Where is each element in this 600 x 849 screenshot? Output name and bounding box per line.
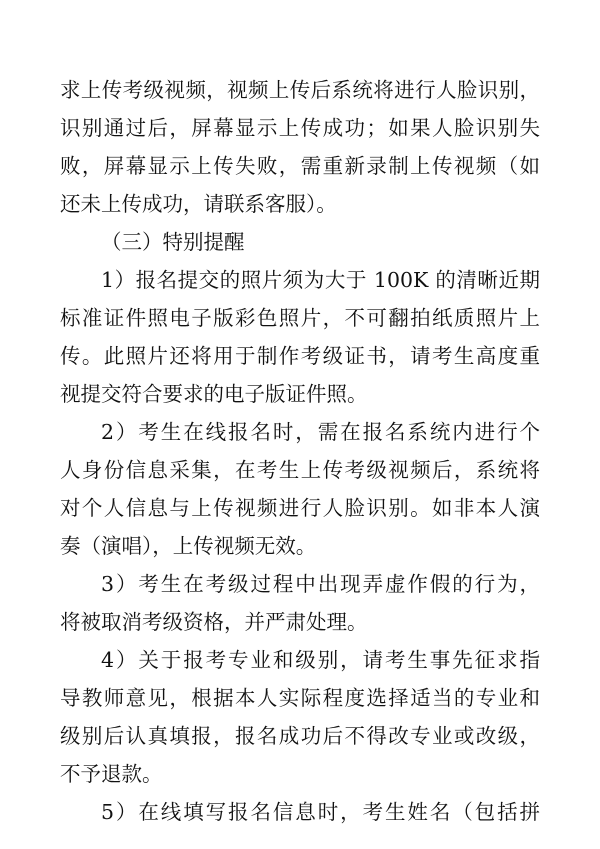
paragraph-line: 视提交符合要求的电子版证件照。 bbox=[60, 382, 368, 406]
paragraph-line: 3）考生在考级过程中出现弄虚作假的行为， bbox=[101, 572, 540, 596]
paragraph-line: 4）关于报考专业和级别，请考生事先征求指 bbox=[101, 648, 540, 672]
paragraph-line: 级别后认真填报，报名成功后不得改专业或改级， bbox=[60, 724, 540, 748]
paragraph-line: 将被取消考级资格，并严肃处理。 bbox=[60, 610, 368, 634]
paragraph-line: 识别通过后，屏幕显示上传成功；如果人脸识别失 bbox=[60, 116, 540, 140]
section-heading: （三）特别提醒 bbox=[101, 230, 245, 254]
paragraph-line: 败，屏幕显示上传失败，需重新录制上传视频（如 bbox=[60, 154, 540, 178]
paragraph-line: 求上传考级视频，视频上传后系统将进行人脸识别， bbox=[60, 78, 540, 102]
paragraph-line: 标准证件照电子版彩色照片，不可翻拍纸质照片上 bbox=[60, 306, 540, 330]
paragraph-line: 1）报名提交的照片须为大于 100K 的清晰近期 bbox=[101, 268, 540, 292]
paragraph-line: 传。此照片还将用于制作考级证书，请考生高度重 bbox=[60, 344, 540, 368]
paragraph-line: 还未上传成功，请联系客服）。 bbox=[60, 192, 337, 216]
paragraph-line: 导教师意见，根据本人实际程度选择适当的专业和 bbox=[60, 686, 540, 710]
paragraph-line: 人身份信息采集，在考生上传考级视频后，系统将 bbox=[60, 458, 540, 482]
paragraph-line: 5）在线填写报名信息时，考生姓名（包括拼 bbox=[101, 800, 540, 824]
paragraph-line: 对个人信息与上传视频进行人脸识别。如非本人演 bbox=[60, 496, 540, 520]
paragraph-line: 2）考生在线报名时，需在报名系统内进行个 bbox=[101, 420, 540, 444]
paragraph-line: 不予退款。 bbox=[60, 762, 163, 786]
paragraph-line: 奏（演唱），上传视频无效。 bbox=[60, 534, 317, 558]
